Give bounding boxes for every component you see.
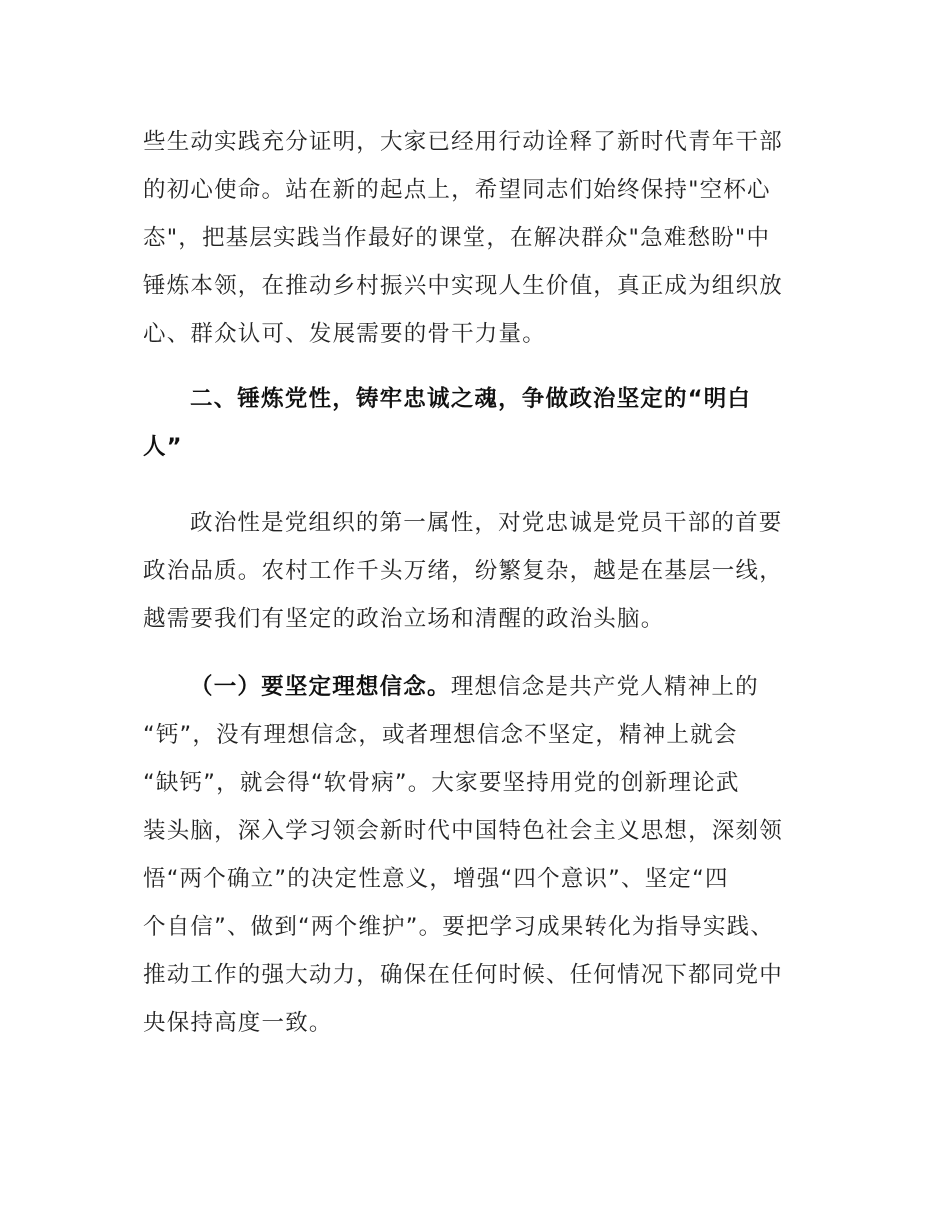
text-line: “缺钙”，就会得“软骨病”。大家要坚持用党的创新理论武: [143, 770, 740, 796]
text-line: 个自信”、做到“两个维护”。要把学习成果转化为指导实践、: [143, 914, 775, 940]
text-line: 些生动实践充分证明，大家已经用行动诠释了新时代青年干部: [143, 129, 783, 155]
text-line: 央保持高度一致。: [143, 1010, 333, 1036]
heading-line: 二、锤炼党性，铸牢忠诚之魂，争做政治坚定的“明白: [190, 386, 752, 412]
text-line: “钙”，没有理想信念，或者理想信念不坚定，精神上就会: [143, 722, 738, 748]
text-line: 悟“两个确立”的决定性意义，增强“四个意识”、坚定“四: [143, 866, 729, 892]
heading-line: 人”: [143, 434, 183, 460]
text-line: 政治性是党组织的第一属性，对党忠诚是党员干部的首要: [190, 510, 783, 536]
text-line: 心、群众认可、发展需要的骨干力量。: [143, 321, 546, 347]
text-line: 态"，把基层实践当作最好的课堂，在解决群众"急难愁盼"中: [143, 225, 771, 251]
text-line: 锤炼本领，在推动乡村振兴中实现人生价值，真正成为组织放: [143, 273, 783, 299]
text-line: 的初心使命。站在新的起点上，希望同志们始终保持"空杯心: [143, 177, 771, 203]
text-line: 装头脑，深入学习领会新时代中国特色社会主义思想，深刻领: [143, 818, 783, 844]
text-span: 理想信念是共产党人精神上的: [450, 674, 759, 700]
text-line: 推动工作的强大动力，确保在任何时候、任何情况下都同党中: [143, 962, 783, 988]
text-line: 政治品质。农村工作千头万绪，纷繁复杂，越是在基层一线，: [143, 558, 783, 584]
text-line: [190, 672, 759, 702]
subheading-lead: （一）要坚定理想信念。: [190, 674, 451, 700]
text-line: 越需要我们有坚定的政治立场和清醒的政治头脑。: [143, 606, 665, 632]
